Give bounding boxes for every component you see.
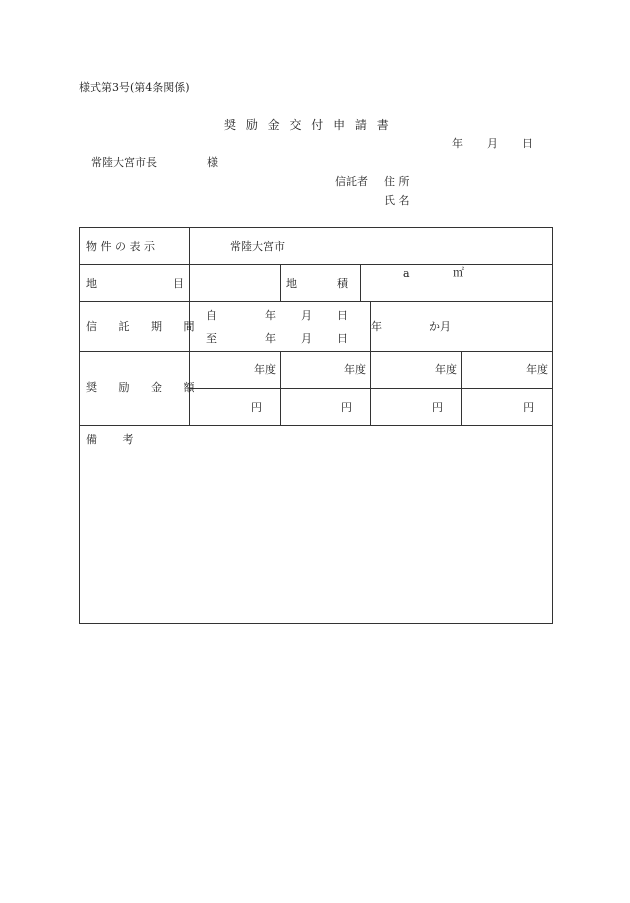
addressee-name: 常陸大宮市長 [91, 156, 157, 169]
period-from: 自 [206, 309, 217, 322]
property-value-cell[interactable] [190, 228, 553, 265]
application-form-table [79, 227, 553, 624]
yen-2: 円 [341, 401, 352, 414]
applicant-address-label: 住 所 [384, 175, 410, 188]
period-from-year: 年 [265, 309, 276, 322]
remarks-row [80, 426, 553, 624]
remarks-label: 備 考 [86, 433, 145, 446]
period-row [80, 302, 553, 352]
yen-cell-3[interactable] [371, 389, 462, 426]
yen-cell-2[interactable] [281, 389, 371, 426]
duration-year: 年 [371, 320, 382, 333]
date-month: 月 [487, 137, 498, 150]
fiscal-year-3: 年度 [435, 363, 457, 376]
addressee-honorific: 様 [207, 156, 218, 169]
land-category-label: 地 [86, 277, 97, 290]
land-area-label: 地 [286, 277, 297, 290]
fiscal-year-1: 年度 [254, 363, 276, 376]
land-area-label-end: 積 [337, 277, 348, 290]
land-area-label-cell [281, 265, 361, 302]
fiscal-year-cell-3[interactable] [371, 352, 462, 389]
period-label: 信 託 期 間 [86, 320, 204, 333]
property-row [80, 228, 553, 265]
fiscal-year-cell-4[interactable] [462, 352, 553, 389]
yen-4: 円 [523, 401, 535, 414]
applicant-role: 信託者 [335, 175, 368, 188]
period-to: 至 [206, 332, 217, 345]
property-label: 物 件 の 表 示 [86, 240, 155, 253]
area-unit-m2: ㎡ [453, 266, 464, 279]
period-dates-cell[interactable] [190, 302, 371, 352]
property-label-cell [80, 228, 190, 265]
period-to-month: 月 [301, 332, 312, 345]
land-row [80, 265, 553, 302]
period-duration-cell[interactable] [371, 302, 553, 352]
period-from-month: 月 [301, 309, 312, 322]
remarks-cell[interactable] [80, 426, 553, 624]
amount-label-cell [80, 352, 204, 426]
land-area-value-cell[interactable] [361, 265, 553, 302]
period-to-day: 日 [337, 332, 348, 345]
fiscal-year-4: 年度 [526, 363, 549, 376]
date-year: 年 [452, 137, 463, 150]
date-day: 日 [522, 137, 533, 150]
yen-cell-4[interactable] [462, 389, 553, 426]
land-category-label-cell [80, 265, 190, 302]
form-number: 様式第3号(第4条関係) [79, 81, 190, 94]
yen-cell-1[interactable] [190, 389, 281, 426]
fiscal-year-cell-2[interactable] [281, 352, 371, 389]
yen-1: 円 [251, 401, 262, 414]
area-unit-a: a [403, 267, 410, 280]
fiscal-year-2: 年度 [344, 363, 366, 376]
applicant-name-label: 氏 名 [384, 194, 410, 207]
property-value: 常陸大宮市 [230, 240, 285, 253]
period-from-day: 日 [337, 309, 348, 322]
document-title: 奨 励 金 交 付 申 請 書 [224, 118, 392, 132]
period-to-year: 年 [265, 332, 276, 345]
amount-label: 奨 励 金 額 [86, 381, 204, 394]
amount-year-row [80, 352, 553, 389]
land-category-value-cell[interactable] [190, 265, 281, 302]
land-category-label-end: 目 [173, 277, 184, 290]
fiscal-year-cell-1[interactable] [190, 352, 281, 389]
yen-3: 円 [432, 401, 443, 414]
period-label-cell [80, 302, 204, 352]
duration-months: か月 [429, 320, 451, 333]
